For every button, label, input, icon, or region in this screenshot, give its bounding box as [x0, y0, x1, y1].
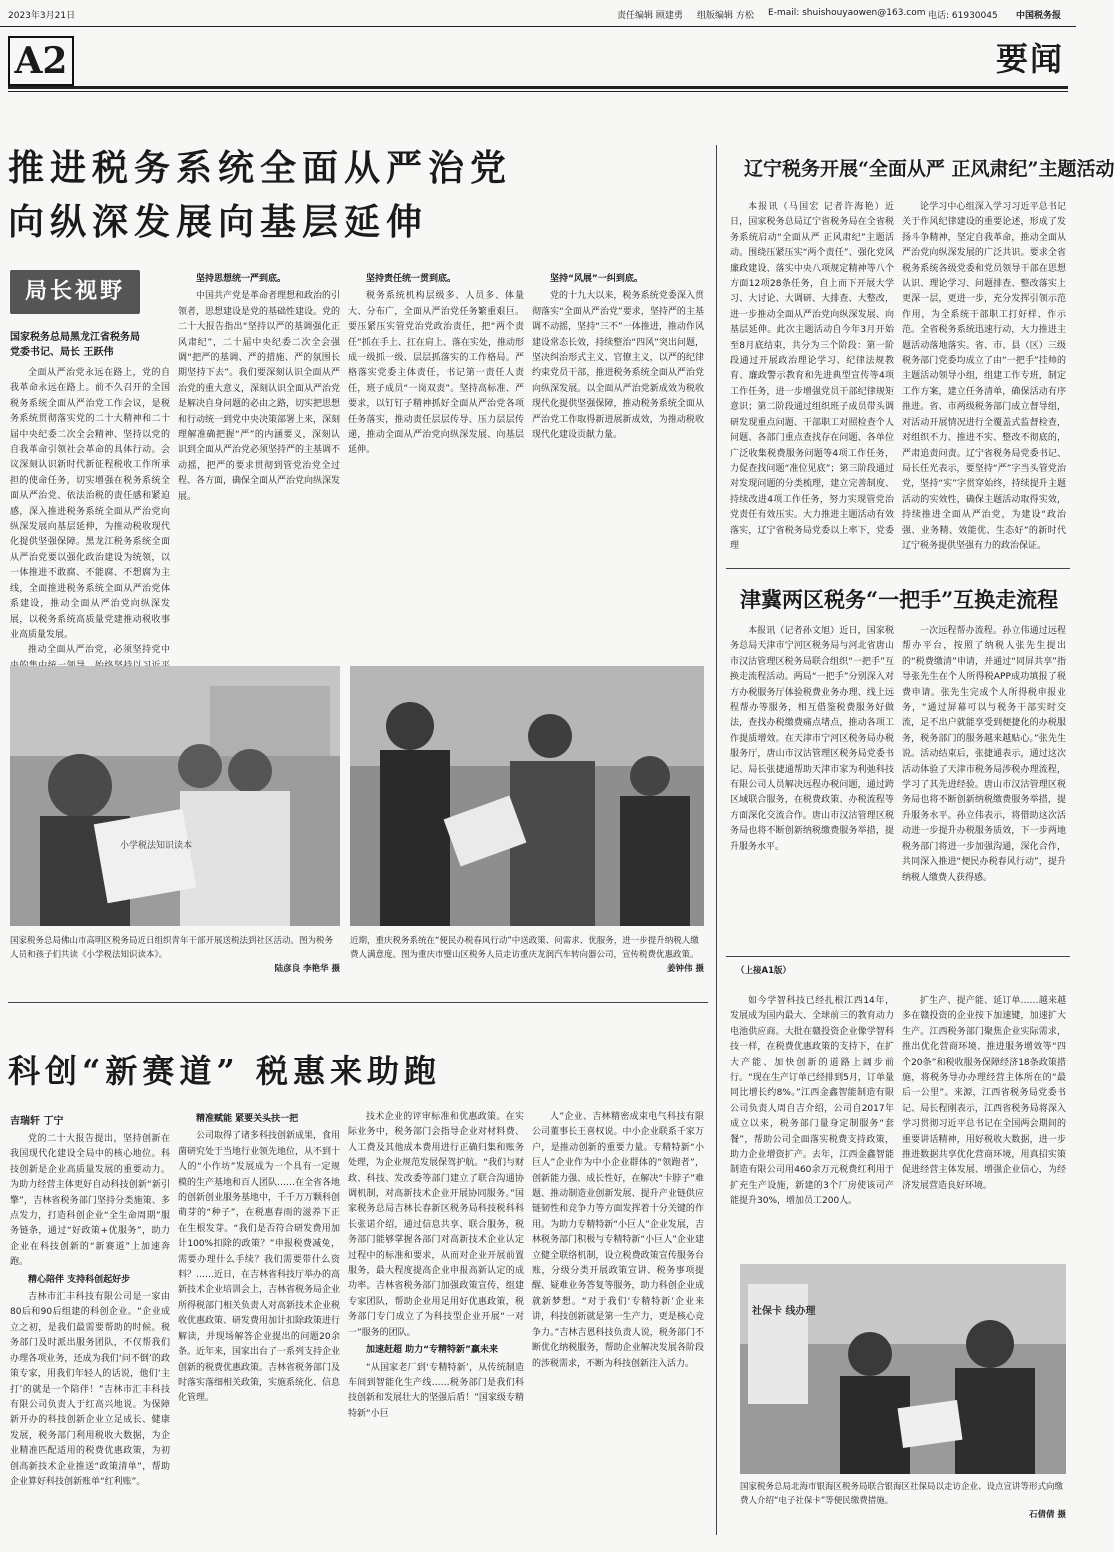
byline-person: 党委书记、局长 王跃伟	[10, 347, 114, 358]
main-byline	[10, 330, 170, 360]
column-badge: 局长视野	[10, 270, 140, 314]
photo-tax-reading	[10, 666, 340, 926]
right-rule-2	[726, 956, 1070, 957]
issue-date: 2023年3月21日	[8, 11, 76, 21]
photo-chongqing-visit-image	[350, 666, 704, 926]
main-col-3: 坚持责任统一贯到底。 税务系统机构层级多、人员多、体量大、分布广，全面从严治党任务繁重艰巨。要压紧压实管党治党政治责任，把“两个责任”抓在手上、扛在肩上、落在实处，推动形成一级抓一级、层层抓落实的工作格局。严格落实党委主体责任，书记第一责任人责任，班子成员“一岗双责”。坚持高标准、严要求，以钉钉子精神抓好全面从严治党各项任务落实，推动责任层层传导、压力层层传递，推动全面从严治党向纵深发展、向基层延伸。	[348, 274, 524, 456]
contact-email: E-mail: shuishouyaowen@163.com	[768, 8, 926, 18]
photo-beihai-social-security	[740, 1264, 1066, 1474]
continued-label: （上接A1版）	[736, 966, 791, 976]
photo-bottom-credit: 石倩倩 摄	[1029, 1510, 1066, 1520]
article2-col-1: 党的二十大报告提出，坚持创新在我国现代化建设全局中的核心地位。科技创新是企业高质量发展的重要动力。为助力经营主体更好自动科技创新“新引擎”，吉林省税务部门坚持分类施策、多点发力，打造科创企业“全生命周期”服务链条，通过“好政策+优服务”，助力企业在科技创新的“新赛道”上加速奔跑。 精心陪伴 支持科创起好步 吉林市汇丰科技有限公司是一家由80后和90后组建的科创企业。“企业成立之初，是我们最需要帮助的时候。税务部门及时派出服务团队，不仅帮我们办理各项业务，还成为我们‘问不倒’的政策专家，用我们年轻人的话说，他们‘主打’的就是一个陪伴！”吉林市汇丰科技有限公司负责人于红高兴地说。为保障新开办的科技创新企业立足成长、健康发展，税务部门利用税收大数据，为企业精准匹配适用的税费优惠政策，为初创高新技术企业推送“政策清单”，帮助企业算好科技创新账单“红利账”。	[10, 1134, 170, 1487]
article2-col-2: 精准赋能 紧要关头扶一把 公司取得了诸多科技创新成果，食用菌研究处于当地行业领先地位，从不到十人的“小作坊”发展成为一个具有一定规模的生产基地和百人团队……在全省各地的创新创业服务基地中，千千万万颗科创萌芽的“种子”，在税惠春雨的滋养下正在生根发芽。“我们是否符合研发费用加计100%扣除的政策？”申报税费减免，需要办理什么手续？我们需要带什么资料？……近日，在吉林省科技厅举办的高新技术企业培训会上，吉林省税务局企业所得税部门相关负责人对高新技术企业税收优惠政策、研发费用加计扣除政策进行解读，并现场解答企业提出的问题20余条。近年来，国家出台了一系列支持企业创新的税费优惠政策。吉林省税务部门及时落实落细相关政策，实施系统化、信息化管理。	[178, 1114, 341, 1404]
masthead-rule	[0, 26, 1076, 27]
main-col-4: 坚持“风展”一纠到底。 党的十九大以来，税务系统党委深入贯彻落实“全面从严治党”要求，坚持严的主基调不动摇，坚持“三不”一体推进，推动作风建设常态长效，持续整治“四风”突出问题，坚决纠治形式主义、官僚主义，以严的纪律约束党员干部，推进税务系统全面从严治党向纵深发展。以全面从严治党新成效为税收现代化提供坚强保障，推动税务系统全面从严治党工作取得新进展新成效，为推动税收现代化建设贡献力量。	[532, 274, 704, 441]
column-divider	[716, 145, 717, 1535]
section-title: 要闻	[995, 40, 1064, 78]
article2-headline: 科创“新赛道” 税惠来助跑	[8, 1052, 441, 1090]
main-col-1: 全面从严治党永远在路上，党的自我革命永远在路上。前不久召开的全国税务系统全面从严治党工作会议，是税务系统贯彻落实党的二十大精神和二十届中央纪委二次全会精神、坚持以党的自我革命引领社会革命的具体行动。会议深刻认识新时代新征程税收工作所承担的使命任务，切实增强在税务系统全面从严治党、依法治税的责任感和紧迫感，深入推进税务系统全面从严治党向纵深发展向基层延伸，为推动税收现代化提供坚强保障。黑龙江税务系统全面从严治党要以强化政治建设为统领，以一体推进不敢腐、不能腐、不想腐为主线，全面推进税务系统全面从严治党体系建设，推动全面从严治党向纵深发展，以税务系统高质量党建推动税收事业高质量发展。 推动全面从严治党，必须坚持党中	[10, 368, 170, 656]
photo-beihai-image	[740, 1264, 1066, 1474]
tianjin-headline: 津冀两区税务“一把手”互换走流程	[740, 587, 1059, 612]
byline-org: 国家税务总局黑龙江省税务局	[10, 332, 140, 343]
article2-byline: 吉瑞轩 丁宁	[10, 1116, 64, 1127]
book-title: 小学税法知识读本	[120, 841, 193, 851]
responsible-editor: 责任编辑 顾建勇	[617, 11, 683, 21]
layout-editor: 组版编辑 方松	[697, 11, 754, 21]
tianjin-col-2: 一次远程帮办流程。孙立伟通过远程帮办平台，按照了纳税人张先生提出的“税费缴清”申请，并通过“同屏共享”指导张先生在个人所得税APP成功填报了税费申请。张先生完成个人所得税申报业务，“通过屏幕可以与税务干部实时交流，足不出户就能享受到便捷化的办税服务，税务部门的服务越来越贴心。”张先生说。活动结束后，张捷通表示，通过这次活动体验了天津市税务局涉税办理流程，学习了其先进经验。唐山市汉沽管理区税务局也将不断创新纳税缴费服务举措，提升服务水平。孙立伟表示，将借助这次活动进一步提升办税服务质效，下一步两地税务部门将进一步加强沟通，深化合作，共同深入推进“便民办税春风行动”，提升纳税人缴费人获得感。	[902, 626, 1066, 883]
liaoning-headline: 辽宁税务开展“全面从严 正风肃纪”主题活动	[744, 158, 1114, 180]
continued-col-2: 扩生产、提产能、延订单……越来越多在赣投资的企业按下加速键，加速扩大生产。江西税务部门聚焦企业实际需求，推出优化营商环境、推进服务增效等“四个20条”和税收服务保障经济18条政策措施，将税务导办办理经营主体所在的“最后一公里”。来源，江西省税务局党委书记、局长程刚表示，江西省税务局将深入学习贯彻习近平总书记在全国两会期间的重要讲话精神，用好税收大数据，进一步推进数据共享优化营商环境，用真招实策促进经营主体发展、增强企业信心，为经济发展营造良好环境。	[902, 996, 1066, 1191]
tianjin-col-1: 本报讯（记者孙文旭）近日，国家税务总局天津市宁河区税务局与河北省唐山市汉沽管理区税务局联合组织“一把手”互换走流程活动。两局“一把手”分别深入对方办税服务厅体验税费业务办理、线上远程帮办等服务，相互借鉴税费服务好做法，查找办税缴费痛点堵点，推动各项工作提质增效。在天津市宁河区税务局办税服务厅，唐山市汉沽管理区税务局党委书记、局长张捷通帮助天津市家为利弛科技有限公司人员解决远程办税问题，通过跨区域联合服务，在税费政策、办税流程等方面深化交流合作。唐山市汉沽管理区税务局也将不断创新纳税缴费服务举措，提升服务水平。	[730, 626, 894, 852]
banner-text: 社保卡 线办理	[752, 1306, 816, 1317]
page-number: A2	[8, 36, 74, 86]
photo-bottom-caption: 国家税务总局北海市银海区税务局联合银海区社保局以走访企业、设点宣讲等形式向缴费人介绍“电子社保卡”等便民缴费措施。 石倩倩 摄	[740, 1482, 1066, 1520]
photo-chongqing-visit	[350, 666, 704, 926]
main-headline-line1: 推进税务系统全面从严治党	[8, 147, 513, 189]
photo-right-caption: 近期，重庆税务系统在“便民办税春风行动”中送政策、问需求、优服务，进一步提升纳税人缴费人满意度。图为重庆市璧山区税务人员走访重庆龙润汽车转向器公司，宣传税费优惠政策。 姜钟伟 摄	[350, 936, 704, 974]
newspaper-name: 中国税务报	[1016, 11, 1062, 21]
liaoning-col-1: 本报讯（马国宏 记者许海艳）近日，国家税务总局辽宁省税务局在全省税务系统启动“全面从严 正风肃纪”主题活动。围绕压紧压实“两个责任”、强化党风廉政建设、落实中央八项规定精神等八个方面12项28条任务，自上而下开展大学习、大讨论、大调研、大排查、大整改，进一步推动全面从严治党向纵深发展、向基层延伸。此次主题活动自今年3月开始至8月底结束，共分为三个阶段：第一阶段通过开展政治理论学习、纪律法规教育、廉政警示教育和先进典型宣传等4项工作任务，进一步增强党员干部纪律规矩意识；第二阶段通过组织班子成员带头调研发现重点问题、干部职工对照检查个人问题、各部门重点查找存在问题、各单位广泛收集税费服务问题等4项工作任务，力促查找问题“准位见底”；第三阶段通过对发现问题的分类梳理，建立完善制度、持续改进4项工作任务，努力实现管党治党责任有效压实。大力推进主题活动有效落实，辽宁省税务局党委以上率下，党委理	[730, 202, 894, 551]
liaoning-col-2: 论学习中心组深入学习习近平总书记关于作风纪律建设的重要论述，形成了发扬斗争精神，坚定自我革命，推动全面从严治党向纵深发展的广泛共识。要求全省税务系统各级党委和党员领导干部在思想认识、理论学习、问题排查、整改落实上更深一层，更进一步，充分发挥引领示范作用，为全系统干部职工打好样、作示范。全省税务系统迅速行动，大力推进主题活动落地落实。省、市、县（区）三级税务部门党委均成立了由“一把手”挂帅的主题活动领导小组，组建工作专班，制定工作方案，建立任务清单，确保活动有序推进。省、市两级税务部门成立督导组，对活动开展情况进行全覆盖式监督检查，对组织不力、推进不实、整改不彻底的，严肃追责问责。辽宁省税务局党委书记、局长任光表示，要坚持“严”字当头管党治党，坚持“实”字贯穿始终，持续提升主题活动的实效性，确保主题活动取得实效，持续推进全面从严治党，为建设“政治强、业务精、效能优、生态好”的新时代辽宁税务提供坚强有力的政治保证。	[902, 202, 1066, 551]
header-thick-rule	[8, 86, 1068, 89]
article2-col-3: 技术企业的评审标准和优惠政策。在实际业务中，税务部门会指导企业对材料费、人工费及其他成本费用进行正确归集和账务处理，为企业规范发展保驾护航。“我们与财政、科技、发改委等部门建立了联合沟通协调机制，对高新技术企业开展协同服务。”国家税务总局吉林长春新区税务局科技税科科长张诺介绍，通过信息共享、联合服务，税务部门能够掌握各部门对高新技术企业认定过程中的标准和要求，从而对企业开展前置服务，最大程度提高企业申报高新认定的成功率。吉林省税务部门加强政策宣传，组建专家团队，帮助企业用足用好优惠政策，税务部门专门成立了为科技型企业开展“一对一”服务的团队。 加速赶超 助力“专精特新”赢未来 “从国家老厂到‘专精特新’，从传统制造车间到智能化生产线……税务部门是我们科技创新和发展壮大的坚强后盾！”国家级专精特新“小巨	[348, 1112, 524, 1419]
header-thin-rule	[8, 91, 1068, 92]
photo-tax-reading-image	[10, 666, 340, 926]
continued-col-1: 如今学智科技已经扎根江西14年，发展成为国内最大、全球前三的教育动力电池供应商。大批在赣投资企业像学智科技一样，在税费优惠政策的支持下，在扩大产能、加快创新的道路上阔步前行。“现在生产订单已经排到5月，订单量同比增长约8%。”江西金鑫智能制造有限公司负责人周自吉介绍，公司自2017年成立以来，税务部门量身定制服务“套餐”，帮助公司全面落实税费支持政策，助力企业增资扩产。去年，江西金鑫智能制造有限公司用460余万元税费红利用于扩充生产设施，新建的3个厂房使该司产能提升30%，增加员工200人。	[730, 996, 894, 1207]
photo-left-credit: 陆彦良 李艳华 摄	[274, 964, 340, 974]
main-headline-line2: 向纵深发展向基层延伸	[8, 201, 429, 243]
article2-col-4: 人”企业、吉林精密成束电气科技有限公司董事长王喜权说。中小企业联系千家万户，是推动创新的重要力量。专精特新“小巨人”企业作为中小企业群体的“领跑者”，创新能力强、成长性好，在解决“卡脖子”难题、推动制造业创新发展、提升产业链供应链韧性和竞争力等方面发挥着十分关键的作用。为助力专精特新“小巨人”企业发展，吉林税务部门积极与专精特新“小巨人”企业建立健全联络机制，设立税费政策宣传服务台账，分级分类开展政策宣讲、税务事项提醒、疑难业务答复等服务，助力科创企业成就新梦想。“对于我们‘专精特新’企业来讲，科技创新就是第一生产力，更是核心竞争力。”吉林吉恩科技负责人说，税务部门不断优化纳税服务，帮助企业解决发展各阶段的涉税需求，不断为科技创新注入活力。	[532, 1112, 704, 1369]
main-col-2: 坚持思想统一严到底。 中国共产党是革命者理想和政治的引领者，思想建设是党的基础性建设。党的二十大报告指出“坚持以严的基调强化正风肃纪”，二十届中央纪委二次全会强调“把严的基调、严的措施、严的氛围长期坚持下去”。我们要深刻认识全面从严治党的重大意义，深刻认识全面从严治党是解决自身问题的必由之路，切实把思想和行动统一到党中央决策部署上来，深刻理解准确把握“严”的内涵要义，深刻认识到全面从严治党必须坚持严的主基调不动摇，把严的要求贯彻到管党治党全过程、各方面，确保全面从严治党向纵深发展。	[178, 274, 341, 502]
section-rule	[8, 1002, 708, 1003]
right-rule-1	[726, 568, 1070, 569]
contact-phone: 电话: 61930045	[928, 11, 998, 21]
photo-left-caption: 国家税务总局佛山市高明区税务局近日组织青年干部开展送税法到社区活动。图为税务人员和孩子们共读《小学税法知识读本》。 陆彦良 李艳华 摄	[10, 936, 340, 974]
photo-right-credit: 姜钟伟 摄	[667, 964, 704, 974]
